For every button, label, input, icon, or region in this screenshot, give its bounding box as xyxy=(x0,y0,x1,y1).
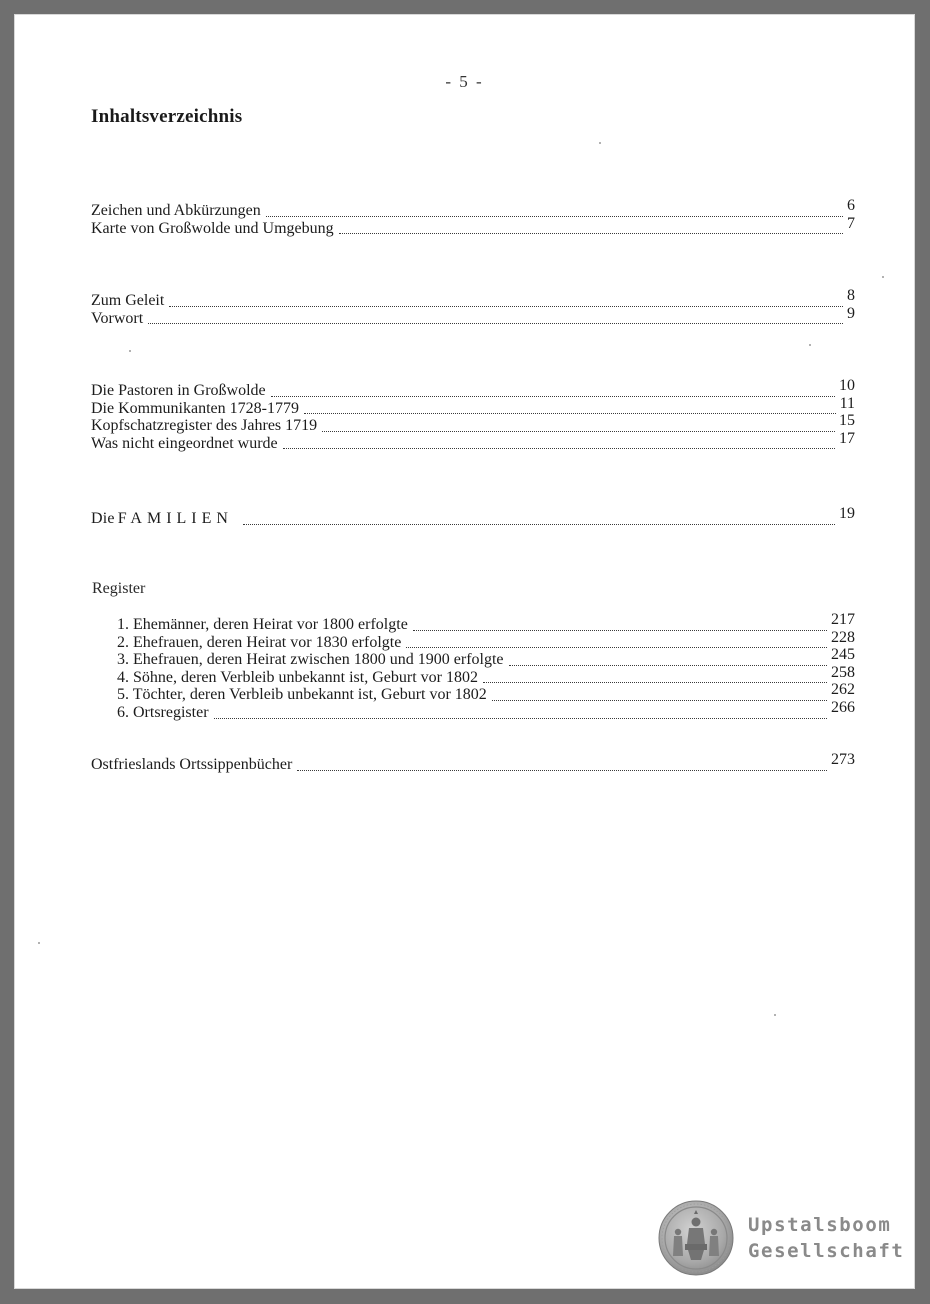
toc-entry-label: Zum Geleit xyxy=(91,292,165,309)
register-entry-page: 266 xyxy=(831,698,855,716)
families-word: FAMILIEN xyxy=(117,510,233,527)
dot-leader xyxy=(509,664,827,666)
register-entry xyxy=(91,698,855,722)
register-entry-label: 3. Ehefrauen, deren Heirat zwischen 1800 und 1900 erfolgte xyxy=(117,651,504,669)
toc-entry-page: 11 xyxy=(839,394,855,412)
toc-entry-label xyxy=(91,510,233,528)
register-title: Register xyxy=(92,580,146,597)
toc-entry-page: 10 xyxy=(839,377,855,394)
register-entry xyxy=(91,628,855,652)
logo-line-1: Upstalsboom xyxy=(748,1214,892,1236)
dot-leader xyxy=(413,629,827,631)
dot-leader xyxy=(283,447,835,449)
toc-entry-label: Was nicht eingeordnet wurde xyxy=(91,434,278,452)
register-entry-label: 2. Ehefrauen, deren Heirat vor 1830 erfolgte xyxy=(117,633,402,651)
toc-entry xyxy=(91,197,855,220)
families-prefix: Die xyxy=(91,510,115,527)
register-entry xyxy=(91,663,855,687)
toc-entry-page: 273 xyxy=(831,751,855,768)
seal-icon xyxy=(658,1200,734,1276)
dot-leader xyxy=(483,681,827,683)
scan-speck xyxy=(38,942,40,944)
toc-entry xyxy=(91,214,855,238)
toc-entry-page: 17 xyxy=(839,429,855,447)
register-entry-label: 1. Ehemänner, deren Heirat vor 1800 erfolgte xyxy=(117,616,408,633)
scan-speck xyxy=(129,350,131,352)
toc-entry-page: 19 xyxy=(839,505,855,522)
scan-speck xyxy=(809,344,811,346)
register-entry-page: 217 xyxy=(831,611,855,628)
register-entry xyxy=(91,646,855,669)
toc-group-intro xyxy=(91,197,855,237)
register-entry-label: 4. Söhne, deren Verbleib unbekannt ist, Geburt vor 1802 xyxy=(117,668,478,686)
register-entry-page: 262 xyxy=(831,681,855,699)
dot-leader xyxy=(339,232,843,234)
toc-entry xyxy=(91,429,855,453)
society-logo xyxy=(658,1200,904,1276)
toc-entry xyxy=(91,377,855,400)
document-page xyxy=(14,14,915,1289)
dot-leader xyxy=(214,717,827,719)
toc-entry xyxy=(91,304,855,328)
scan-speck xyxy=(774,1014,776,1016)
page-number: - 5 - xyxy=(445,72,484,91)
toc-entry-label: Die Kommunikanten 1728-1779 xyxy=(91,399,299,417)
scan-speck xyxy=(599,142,601,144)
register-entry-page: 245 xyxy=(831,646,855,664)
register-entry-page: 228 xyxy=(831,628,855,646)
toc-entry xyxy=(91,751,855,774)
register-entry-label: 6. Ortsregister xyxy=(117,703,209,721)
dot-leader xyxy=(148,322,843,324)
page-title: Inhaltsverzeichnis xyxy=(91,106,243,127)
dot-leader xyxy=(266,215,843,217)
toc-group-preface xyxy=(91,287,855,327)
dot-leader xyxy=(243,523,835,525)
dot-leader xyxy=(169,305,843,307)
toc-entry-page: 6 xyxy=(847,197,855,214)
register-entry-label: 5. Töchter, deren Verbleib unbekannt ist, Geburt vor 1802 xyxy=(117,686,487,704)
logo-line-2: Gesellschaft xyxy=(748,1240,905,1262)
register-entry xyxy=(91,681,855,704)
toc-entry-label: Kopfschatzregister des Jahres 1719 xyxy=(91,417,318,435)
scan-speck xyxy=(882,276,884,278)
toc-entry-page: 7 xyxy=(847,214,855,232)
dot-leader xyxy=(297,769,827,771)
toc-entry xyxy=(91,412,855,435)
toc-entry xyxy=(91,505,855,528)
toc-group-register xyxy=(91,611,855,722)
dot-leader xyxy=(304,412,836,414)
toc-entry-page: 9 xyxy=(847,304,855,322)
toc-entry-page: 15 xyxy=(839,412,855,430)
toc-entry-label: Die Pastoren in Großwolde xyxy=(91,382,266,399)
toc-entry xyxy=(91,394,855,418)
toc-entry-label: Vorwort xyxy=(91,309,144,327)
toc-entry-label: Zeichen und Abkürzungen xyxy=(91,202,261,219)
dot-leader xyxy=(322,430,835,432)
toc-group-families xyxy=(91,505,855,528)
toc-group-records xyxy=(91,377,855,452)
toc-group-final xyxy=(91,751,855,774)
dot-leader xyxy=(492,699,827,701)
logo-text xyxy=(748,1212,904,1264)
toc-entry xyxy=(91,287,855,310)
dot-leader xyxy=(406,646,827,648)
dot-leader xyxy=(271,395,835,397)
page-frame xyxy=(14,14,915,1289)
register-entry-page: 258 xyxy=(831,663,855,681)
toc-entry-page: 8 xyxy=(847,287,855,304)
toc-entry-label: Ostfrieslands Ortssippenbücher xyxy=(91,756,293,773)
toc-entry-label: Karte von Großwolde und Umgebung xyxy=(91,219,334,237)
register-entry xyxy=(91,611,855,634)
